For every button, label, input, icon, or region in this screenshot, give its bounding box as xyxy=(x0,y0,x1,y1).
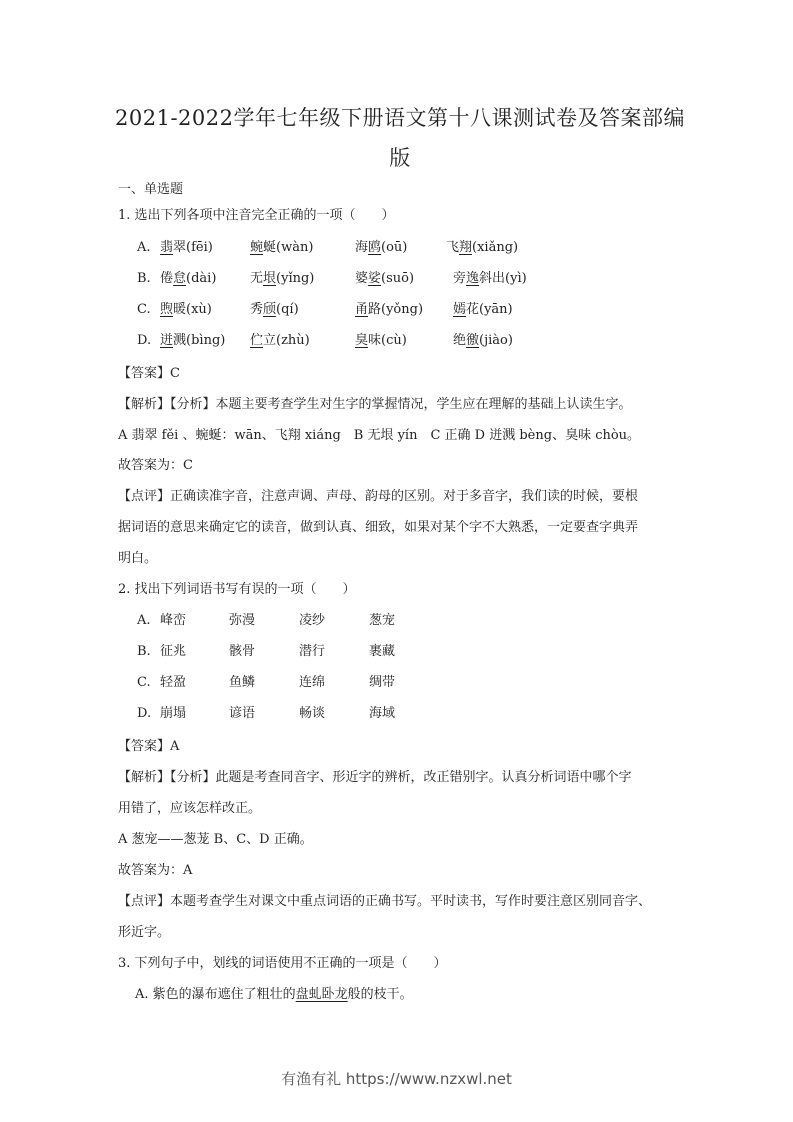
q2-comment-line-2: 形近字。 xyxy=(118,925,171,940)
q1-final-answer: 故答案为：C xyxy=(118,458,193,473)
title-line-1: 2021-2022学年七年级下册语文第十八课测试卷及答案部编 xyxy=(115,106,685,130)
q2-stem: 2. 找出下列词语书写有误的一项（ ） xyxy=(118,582,356,597)
q1-comment-line-1: 【点评】正确读准字音，注意声调、声母、韵母的区别。对于多音字，我们读的时候，要根 xyxy=(118,489,639,504)
title-line-2: 版 xyxy=(389,146,411,170)
section-heading: 一、单选题 xyxy=(118,182,184,197)
q2-detail: A 葱宠——葱茏 B、C、D 正确。 xyxy=(118,832,313,847)
q1-analysis: 【解析】【分析】本题主要考查学生对生字的掌握情况，学生应在理解的基础上认读生字。 xyxy=(118,397,632,412)
q2-final-answer: 故答案为：A xyxy=(118,863,193,878)
q2-analysis-line-2: 用错了，应该怎样改正。 xyxy=(118,801,262,816)
q1-answer: 【答案】C xyxy=(118,366,180,381)
q3-stem: 3. 下列句子中，划线的词语使用不正确的一项是（ ） xyxy=(118,956,447,971)
q2-answer: 【答案】A xyxy=(118,739,180,754)
q1-stem: 1. 选出下列各项中注音完全正确的一项（ ） xyxy=(118,208,395,223)
q2-analysis-line-1: 【解析】【分析】此题是考查同音字、形近字的辨析，改正错别字。认真分析词语中哪个字 xyxy=(118,770,632,785)
footer-watermark: 有渔有礼 https://www.nzxwl.net xyxy=(281,1070,512,1088)
q3-option-a: A. 紫色的瀑布遮住了粗壮的盘虬卧龙般的枝干。 xyxy=(135,987,413,1002)
document-title xyxy=(100,98,700,178)
q1-comment-line-3: 明白。 xyxy=(118,551,158,566)
q2-comment-line-1: 【点评】本题考查学生对课文中重点词语的正确书写。平时读书，写作时要注意区别同音字、 xyxy=(118,894,652,909)
q1-comment-line-2: 据词语的意思来确定它的读音，做到认真、细致，如果对某个字不大熟悉，一定要查字典弄 xyxy=(118,520,639,535)
q1-detail: A 翡翠 fěi 、蜿蜒：wān、飞翔 xiáng B 无垠 yín C 正确 D 迸溅 bèng、臭味 chòu。 xyxy=(118,428,641,443)
